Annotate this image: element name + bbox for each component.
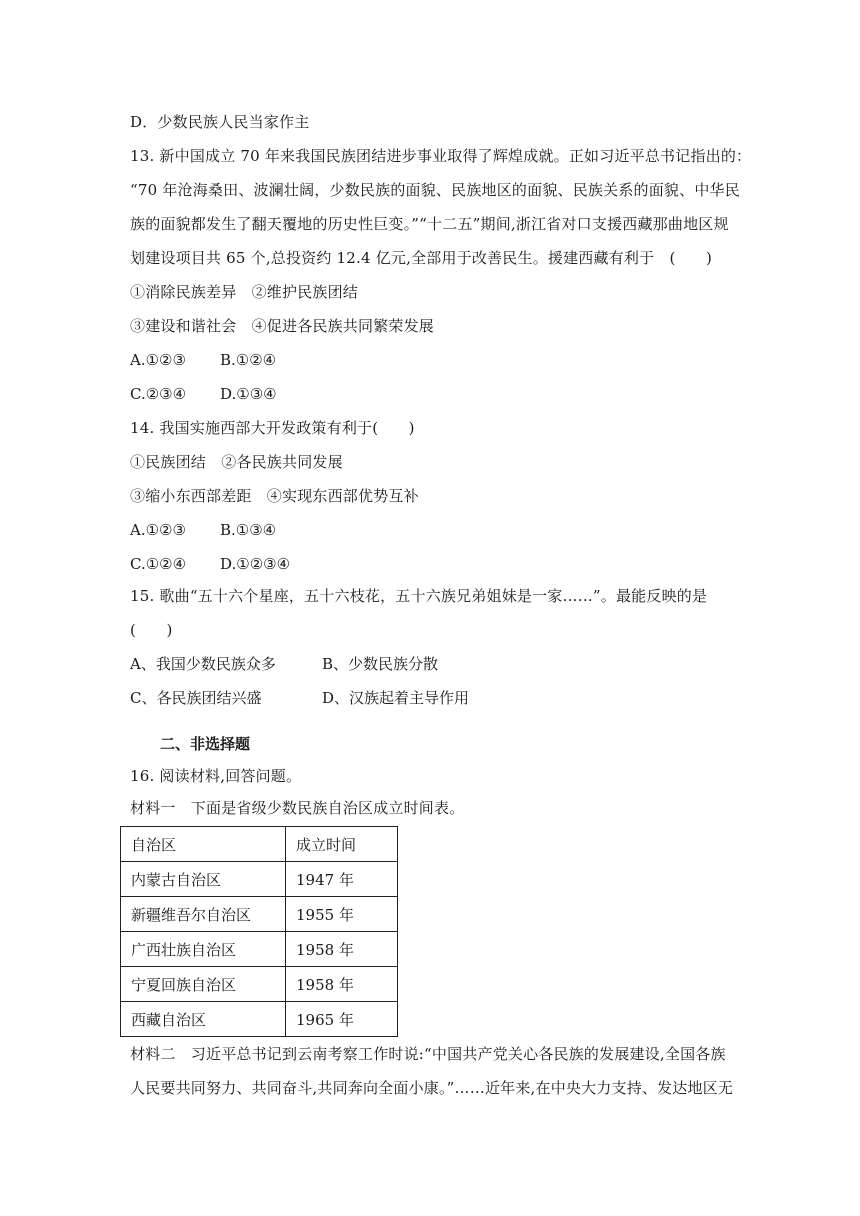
q13-choice-a: A.①②③ xyxy=(130,351,186,369)
q15-stem-line-1: 15. 歌曲“五十六个星座，五十六枝花，五十六族兄弟姐妹是一家……”。最能反映的是 xyxy=(130,587,708,605)
table-cell-date: 1955 年 xyxy=(286,897,398,932)
table-row xyxy=(121,897,398,932)
table-cell-region: 内蒙古自治区 xyxy=(121,862,286,897)
q14-item-line-2: ③缩小东西部差距 ④实现东西部优势互补 xyxy=(130,487,419,505)
table-cell-date: 1958 年 xyxy=(286,932,398,967)
q13-item-line-2: ③建设和谐社会 ④促进各民族共同繁荣发展 xyxy=(130,317,435,335)
q13-stem-line-2: “70 年沧海桑田、波澜壮阔，少数民族的面貌、民族地区的面貌、民族关系的面貌、中华民 xyxy=(130,181,740,199)
autonomous-region-table xyxy=(120,826,398,1037)
table-cell-region: 宁夏回族自治区 xyxy=(121,967,286,1002)
q13-stem-line-1: 13. 新中国成立 70 年来我国民族团结进步事业取得了辉煌成就。正如习近平总书记指出的： xyxy=(130,147,752,165)
q13-stem-line-3: 族的面貌都发生了翻天覆地的历史性巨变。”“十二五”期间,浙江省对口支援西藏那曲地区规 xyxy=(130,215,729,233)
table-cell-region: 新疆维吾尔自治区 xyxy=(121,897,286,932)
q14-choice-a: A.①②③ xyxy=(130,521,186,539)
table-header-date: 成立时间 xyxy=(286,827,398,862)
table-cell-region: 广西壮族自治区 xyxy=(121,932,286,967)
table-cell-date: 1958 年 xyxy=(286,967,398,1002)
q14-choice-row-1 xyxy=(130,520,276,540)
q16-material1: 材料一 下面是省级少数民族自治区成立时间表。 xyxy=(130,799,465,817)
q13-choice-c: C.②③④ xyxy=(130,385,187,403)
q14-choice-c: C.①②④ xyxy=(130,555,187,573)
q15-choice-d: D、汉族起着主导作用 xyxy=(322,689,470,707)
table-row xyxy=(121,1002,398,1037)
q14-choice-d: D.①②③④ xyxy=(220,555,291,573)
table-cell-date: 1965 年 xyxy=(286,1002,398,1037)
q13-choice-row-1 xyxy=(130,350,276,370)
q15-stem-line-2: ( ) xyxy=(130,621,173,639)
q12-option-d: D．少数民族人民当家作主 xyxy=(130,113,310,131)
table-header-row xyxy=(121,827,398,862)
q13-choice-d: D.①③④ xyxy=(220,385,277,403)
q15-choice-b: B、少数民族分散 xyxy=(322,655,439,673)
q13-stem-line-4: 划建设项目共 65 个,总投资约 12.4 亿元,全部用于改善民生。援建西藏有利于 ( ) xyxy=(130,249,713,267)
q15-choice-row-1 xyxy=(130,654,438,674)
q14-choice-b: B.①③④ xyxy=(220,521,277,539)
q15-choice-a: A、我国少数民族众多 xyxy=(130,655,276,673)
q14-stem: 14. 我国实施西部大开发政策有利于( ) xyxy=(130,419,415,437)
table-row xyxy=(121,932,398,967)
table-cell-date: 1947 年 xyxy=(286,862,398,897)
table-cell-region: 西藏自治区 xyxy=(121,1002,286,1037)
q16-material2-line-2: 人民要共同努力、共同奋斗,共同奔向全面小康。”……近年来,在中央大力支持、发达地区无 xyxy=(130,1079,734,1097)
q16-stem: 16. 阅读材料,回答问题。 xyxy=(130,767,302,785)
q13-choice-row-2 xyxy=(130,384,277,404)
table-row xyxy=(121,967,398,1002)
q13-item-line-1: ①消除民族差异 ②维护民族团结 xyxy=(130,283,359,301)
table-row xyxy=(121,862,398,897)
q13-choice-b: B.①②④ xyxy=(220,351,277,369)
table-header-region: 自治区 xyxy=(121,827,286,862)
q16-material2-line-1: 材料二 习近平总书记到云南考察工作时说:“中国共产党关心各民族的发展建设,全国各族 xyxy=(130,1045,726,1063)
q14-item-line-1: ①民族团结 ②各民族共同发展 xyxy=(130,453,343,471)
q15-choice-c: C、各民族团结兴盛 xyxy=(130,689,262,707)
q14-choice-row-2 xyxy=(130,554,290,574)
section-title: 二、非选择题 xyxy=(160,735,251,753)
q15-choice-row-2 xyxy=(130,688,469,708)
